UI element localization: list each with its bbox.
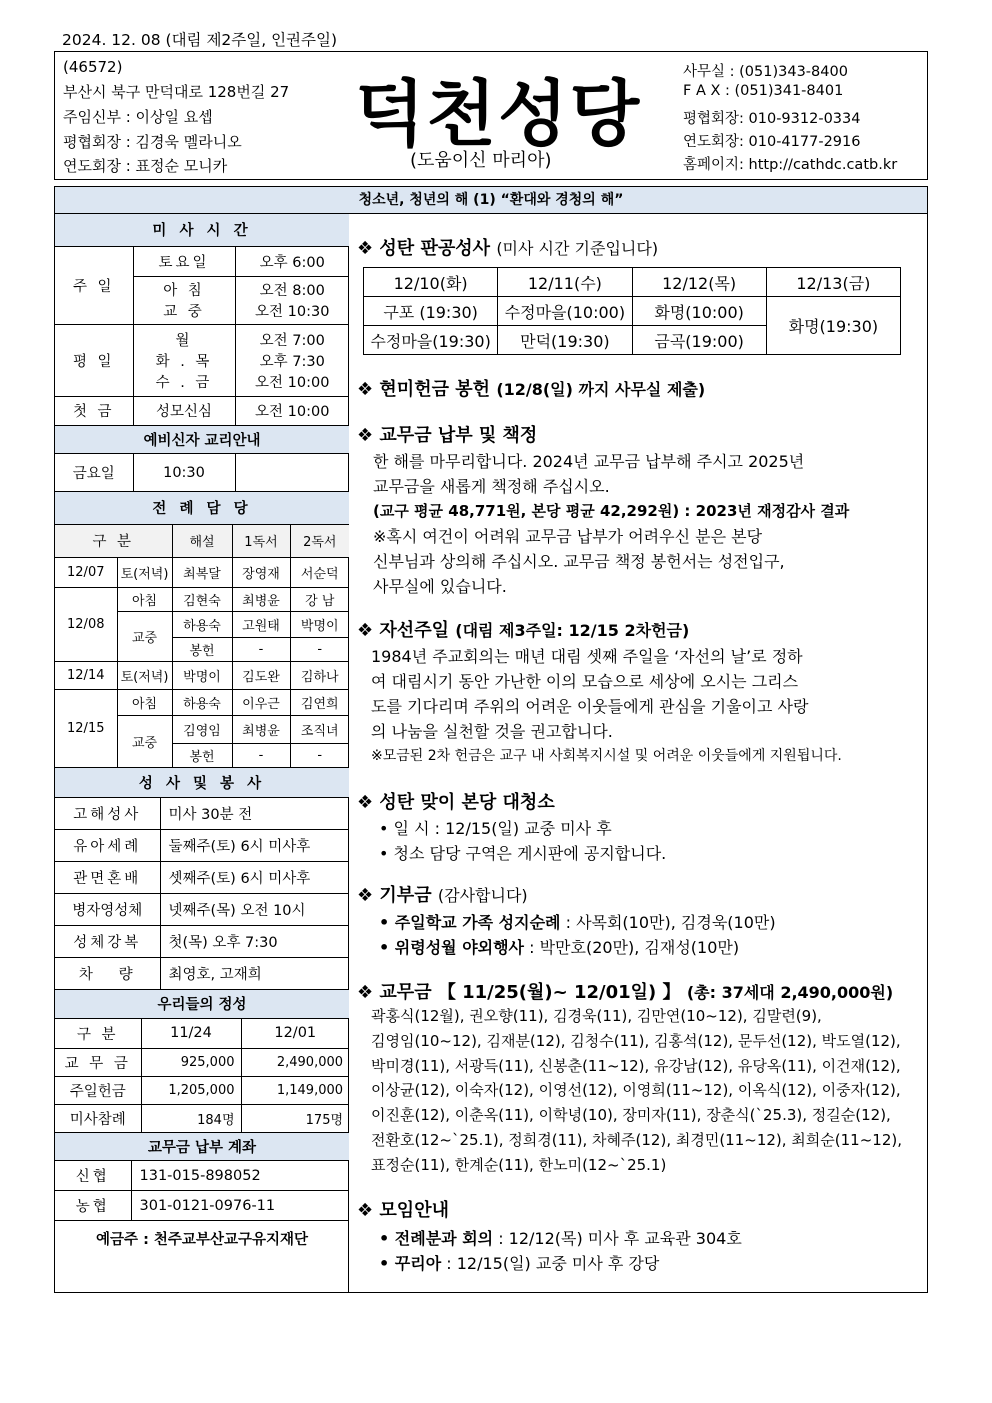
diamond-icon: ❖ bbox=[357, 982, 374, 1003]
sunday-label: 주 일 bbox=[55, 246, 133, 324]
liturgy-cell: - bbox=[290, 637, 349, 661]
liturgy-cell: 강 남 bbox=[290, 587, 349, 611]
confession-slot: 화명(10:00) bbox=[632, 297, 766, 326]
offerings-table bbox=[55, 990, 349, 1133]
bulletin-date: 2024. 12. 08 (대림 제2주일, 인권주일) bbox=[62, 31, 338, 49]
bank-name: 신협 bbox=[55, 1161, 131, 1191]
homepage: 홈페이지: http://cathdc.catb.kr bbox=[683, 157, 898, 173]
catechumen-title: 예비신자 교리안내 bbox=[55, 426, 349, 454]
liturgy-cell: 봉헌 bbox=[172, 637, 232, 661]
offering-value: 2,490,000 bbox=[241, 1048, 349, 1076]
account-number: 301-0121-0976-11 bbox=[131, 1191, 349, 1221]
diamond-icon: ❖ bbox=[357, 620, 374, 641]
liturgy-cell: 김도완 bbox=[232, 661, 290, 689]
tithe-list-heading: ❖ 교무금 【 11/25(월)~ 12/01일) 】 (총: 37세대 2,490,000원) bbox=[357, 982, 894, 1003]
first-friday-time: 오전 10:00 bbox=[235, 396, 349, 425]
charity-sunday-heading: ❖ 자선주일 (대림 제3주일: 12/15 2차헌금) bbox=[357, 620, 690, 641]
fax: F A X : (051)341-8401 bbox=[683, 83, 844, 99]
sacraments-table bbox=[55, 768, 349, 991]
parish-subtitle: (도움이신 마리아) bbox=[410, 150, 552, 171]
liturgy-cell: 김하나 bbox=[290, 661, 349, 689]
liturgy-cell: 고원태 bbox=[232, 611, 290, 637]
diamond-icon: ❖ bbox=[357, 792, 374, 813]
liturgy-cell: 조직녀 bbox=[290, 715, 349, 743]
cleaning-heading: ❖ 성탄 맞이 본당 대청소 bbox=[357, 792, 555, 813]
sacrament-value: 넷째주(목) 오전 10시 bbox=[160, 894, 349, 926]
diamond-icon: ❖ bbox=[357, 379, 374, 400]
catechumen-time: 10:30 bbox=[133, 454, 235, 492]
account-title: 교무금 납부 계좌 bbox=[55, 1133, 349, 1161]
liturgy-table bbox=[55, 492, 349, 768]
confession-date: 12/11(수) bbox=[498, 268, 632, 297]
theme-banner: 청소년, 청년의 해 (1) “환대와 경청의 해” bbox=[54, 186, 928, 214]
offering-value: 925,000 bbox=[141, 1048, 241, 1076]
offering-key: 주일헌금 bbox=[55, 1076, 141, 1104]
mass-time: 오후 6:00 bbox=[235, 246, 349, 276]
diamond-icon: ❖ bbox=[357, 425, 374, 446]
alliance-president: 연도회장 : 표정순 모니카 bbox=[63, 157, 228, 175]
liturgy-slot: 토(저녁) bbox=[117, 661, 172, 689]
liturgy-header: 해설 bbox=[172, 524, 232, 557]
offerings-header: 11/24 bbox=[141, 1018, 241, 1048]
catechumen-table bbox=[55, 426, 349, 493]
mass-time: 오전 7:00 오후 7:30 오전 10:00 bbox=[235, 324, 349, 396]
liturgy-cell: 김연희 bbox=[290, 689, 349, 715]
diamond-icon: ❖ bbox=[357, 238, 374, 259]
offerings-header: 12/01 bbox=[241, 1018, 349, 1048]
weekday-label: 평 일 bbox=[55, 324, 133, 396]
tithe-text: 한 해를 마무리합니다. 2024년 교무금 납부해 주시고 2025년 교무금을 새롭게 책정해 주십시오. (교구 평균 48,771원, 본당 평균 42,292원) : 2023년 재정감사 결과 ※혹시 여건이 어려워 교무금 납부가 어려우신 분은 본당 신부님과 상의해 주십시오. 교무금 책정 봉헌서는 성전입구, 사무실에 있습니다. bbox=[373, 452, 850, 596]
diamond-icon: ❖ bbox=[357, 885, 374, 906]
offering-value: 175명 bbox=[241, 1104, 349, 1132]
offering-key: 교 무 금 bbox=[55, 1048, 141, 1076]
donation-item: • 주일학교 가족 성지순례 : 사목회(10만), 김경욱(10만) bbox=[379, 913, 776, 932]
confession-slot: 수정마을(19:30) bbox=[364, 326, 498, 355]
liturgy-cell: 하용숙 bbox=[172, 611, 232, 637]
liturgy-header: 1독서 bbox=[232, 524, 290, 557]
sacrament-value: 미사 30분 전 bbox=[160, 798, 349, 830]
liturgy-cell: 최병윤 bbox=[232, 587, 290, 611]
confession-heading: ❖ 성탄 판공성사 (미사 시간 기준입니다) bbox=[357, 238, 659, 259]
liturgy-cell: 장영재 bbox=[232, 557, 290, 587]
sacrament-value: 첫(목) 오후 7:30 bbox=[160, 926, 349, 958]
council-tel: 평협회장: 010-9312-0334 bbox=[683, 111, 861, 127]
empty-cell bbox=[235, 454, 349, 492]
council-president: 평협회장 : 김경욱 멜라니오 bbox=[63, 133, 242, 151]
liturgy-slot: 아침 bbox=[117, 587, 172, 611]
liturgy-cell: 김현숙 bbox=[172, 587, 232, 611]
liturgy-slot: 토(저녁) bbox=[117, 557, 172, 587]
sacrament-key: 성체강복 bbox=[55, 926, 160, 958]
pastor: 주임신부 : 이상일 요셉 bbox=[63, 108, 213, 126]
offerings-title: 우리들의 정성 bbox=[55, 990, 349, 1018]
mass-time-table bbox=[55, 214, 349, 426]
liturgy-cell: 하용숙 bbox=[172, 689, 232, 715]
liturgy-header: 2독서 bbox=[290, 524, 349, 557]
sacrament-value: 둘째주(토) 6시 미사후 bbox=[160, 830, 349, 862]
confession-table bbox=[363, 267, 901, 355]
office-tel: 사무실 : (051)343-8400 bbox=[683, 64, 848, 80]
liturgy-cell: 박명이 bbox=[172, 661, 232, 689]
mass-day: 토요일 bbox=[133, 246, 235, 276]
liturgy-cell: 박명이 bbox=[290, 611, 349, 637]
liturgy-header: 구 분 bbox=[55, 524, 172, 557]
mass-day: 월 화 . 목 수 . 금 bbox=[133, 324, 235, 396]
liturgy-cell: - bbox=[232, 637, 290, 661]
liturgy-cell: 봉헌 bbox=[172, 743, 232, 767]
liturgy-cell: 최복달 bbox=[172, 557, 232, 587]
sacrament-key: 관면혼배 bbox=[55, 862, 160, 894]
header-box bbox=[54, 51, 928, 180]
account-holder: 예금주 : 천주교부산교구유지재단 bbox=[55, 1221, 349, 1257]
sacrament-value: 최영호, 고재희 bbox=[160, 958, 349, 990]
confession-slot: 수정마을(10:00) bbox=[498, 297, 632, 326]
liturgy-date: 12/15 bbox=[55, 689, 117, 767]
liturgy-cell: 서순덕 bbox=[290, 557, 349, 587]
address: 부산시 북구 만덕대로 128번길 27 bbox=[63, 83, 290, 101]
rice-offering-heading: ❖ 현미헌금 봉헌 (12/8(일) 까지 사무실 제출) bbox=[357, 379, 706, 400]
account-number: 131-015-898052 bbox=[131, 1161, 349, 1191]
confession-date: 12/10(화) bbox=[364, 268, 498, 297]
liturgy-cell: 김영임 bbox=[172, 715, 232, 743]
offering-key: 미사참례 bbox=[55, 1104, 141, 1132]
parish-title: 덕천성당 bbox=[355, 72, 642, 156]
donation-heading: ❖ 기부금 (감사합니다) bbox=[357, 885, 528, 906]
confession-slot: 화명(19:30) bbox=[766, 297, 900, 355]
liturgy-cell: - bbox=[290, 743, 349, 767]
liturgy-date: 12/07 bbox=[55, 557, 117, 587]
sacraments-title: 성 사 및 봉 사 bbox=[55, 768, 349, 798]
offering-value: 1,205,000 bbox=[141, 1076, 241, 1104]
meeting-item: • 전례분과 회의 : 12/12(목) 미사 후 교육관 304호 bbox=[379, 1229, 742, 1248]
confession-slot: 만덕(19:30) bbox=[498, 326, 632, 355]
left-column bbox=[55, 214, 349, 1257]
confession-slot: 구포 (19:30) bbox=[364, 297, 498, 326]
sacrament-key: 차 량 bbox=[55, 958, 160, 990]
offerings-header: 구 분 bbox=[55, 1018, 141, 1048]
liturgy-slot: 교중 bbox=[117, 611, 172, 661]
sacrament-key: 병자영성체 bbox=[55, 894, 160, 926]
mass-time: 오전 8:00 오전 10:30 bbox=[235, 276, 349, 324]
diamond-icon: ❖ bbox=[357, 1200, 374, 1221]
charity-sunday-text: 1984년 주교회의는 매년 대림 셋째 주일을 ‘자선의 날’로 정하 여 대림시기 동안 가난한 이의 모습으로 세상에 오시는 그리스 도를 기다리며 주위의 어려운 이웃들에게 관심을 기울이고 사랑 의 나눔을 실천할 것을 권고합니다. ※모금된 2차 헌금은 교구 내 사회복지시설 및 어려운 이웃들에게 지원됩니다. bbox=[371, 647, 842, 764]
confession-slot: 금곡(19:00) bbox=[632, 326, 766, 355]
meeting-item: • 꾸리아 : 12/15(일) 교중 미사 후 강당 bbox=[379, 1254, 660, 1273]
liturgy-cell: 최병윤 bbox=[232, 715, 290, 743]
confession-date: 12/12(목) bbox=[632, 268, 766, 297]
first-friday-day: 성모신심 bbox=[133, 396, 235, 425]
tithe-names: 곽홍식(12월), 권오향(11), 김경욱(11), 김만연(10~12), 김말련(9), 김영임(10~12), 김재분(12), 김청수(11), 김홍석(12), 문두선(12), 박도열(12), 박미경(11), 서광득(11), 신봉춘(11~12), 유강남(12), 유당옥(11), 이건재(12), 이상균(12), 이숙자(12), 이영선(12), 이영희(11~12), 이옥식(12), 이중자(12), 이진훈(12), 이춘옥(11), 이학녕(10), 장미자(11), 장춘식(`25.3), 정길순(12), 전환호(12~`25.1), 정희경(11), 차혜주(12), 최경민(11~12), 최희순(11~12), 표정순(11), 한계순(11), 한노미(12~`25.1) bbox=[371, 1007, 902, 1174]
alliance-tel: 연도회장: 010-4177-2916 bbox=[683, 134, 861, 150]
liturgy-date: 12/08 bbox=[55, 587, 117, 661]
catechumen-day: 금요일 bbox=[55, 454, 133, 492]
first-friday-label: 첫 금 bbox=[55, 396, 133, 425]
liturgy-slot: 아침 bbox=[117, 689, 172, 715]
cleaning-item: • 청소 담당 구역은 게시판에 공지합니다. bbox=[379, 844, 667, 863]
confession-date: 12/13(금) bbox=[766, 268, 900, 297]
main-body bbox=[54, 214, 928, 1293]
mass-day: 아 침 교 중 bbox=[133, 276, 235, 324]
liturgy-cell: - bbox=[232, 743, 290, 767]
sacrament-key: 유아세례 bbox=[55, 830, 160, 862]
bank-name: 농협 bbox=[55, 1191, 131, 1221]
liturgy-slot: 교중 bbox=[117, 715, 172, 767]
offering-value: 184명 bbox=[141, 1104, 241, 1132]
offering-value: 1,149,000 bbox=[241, 1076, 349, 1104]
cleaning-item: • 일 시 : 12/15(일) 교중 미사 후 bbox=[379, 819, 612, 838]
sacrament-key: 고해성사 bbox=[55, 798, 160, 830]
liturgy-title: 전 례 담 당 bbox=[55, 492, 349, 524]
liturgy-date: 12/14 bbox=[55, 661, 117, 689]
meetings-heading: ❖ 모임안내 bbox=[357, 1200, 449, 1221]
sacrament-value: 셋째주(토) 6시 미사후 bbox=[160, 862, 349, 894]
donation-item: • 위령성월 야외행사 : 박만호(20만), 김재성(10만) bbox=[379, 938, 740, 957]
mass-time-title: 미 사 시 간 bbox=[55, 214, 349, 246]
postal-code: (46572) bbox=[63, 58, 123, 76]
tithe-heading: ❖ 교무금 납부 및 책정 bbox=[357, 425, 538, 446]
liturgy-cell: 이우근 bbox=[232, 689, 290, 715]
account-table bbox=[55, 1133, 349, 1257]
